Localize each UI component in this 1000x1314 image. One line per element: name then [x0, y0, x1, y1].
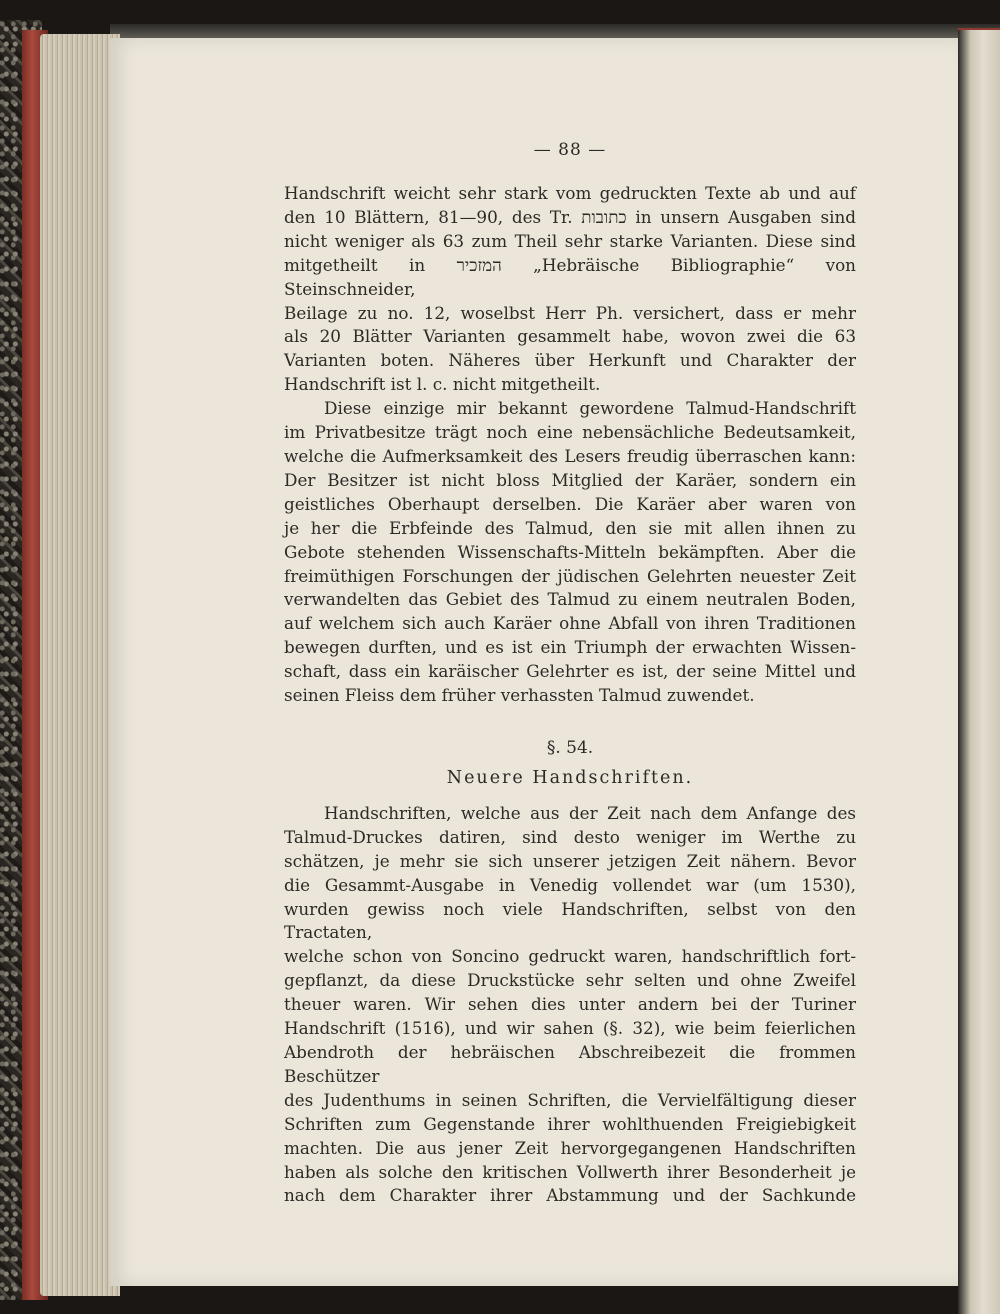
- text-line: welche die Aufmerksamkeit des Lesers freudig überraschen kann:: [284, 445, 856, 466]
- text-line: Schriften zum Gegenstande ihrer wohlthuenden Freigiebigkeit: [284, 1113, 856, 1134]
- page-stack-edge: [40, 34, 120, 1296]
- text-line: Gebote stehenden Wissenschafts-Mitteln bekämpften. Aber die: [284, 541, 856, 562]
- text-line: nicht weniger als 63 zum Theil sehr starke Varianten. Diese sind: [284, 230, 856, 251]
- text-line: Handschrift ist l. c. nicht mitgetheilt.: [284, 374, 601, 395]
- text-line: welche schon von Soncino gedruckt waren, handschriftlich fort-: [284, 946, 856, 967]
- text-line: Der Besitzer ist nicht bloss Mitglied der Karäer, sondern ein: [284, 469, 856, 490]
- text-line: machten. Die aus jener Zeit hervorgegangenen Handschriften: [284, 1137, 856, 1158]
- section-title: Neuere Handschriften.: [446, 767, 694, 788]
- text-line: geistliches Oberhaupt derselben. Die Karäer aber waren von: [284, 493, 856, 514]
- text-line: auf welchem sich auch Karäer ohne Abfall von ihren Traditionen: [284, 613, 856, 634]
- text-line: die Gesammt-Ausgabe in Venedig vollendet war (um 1530),: [284, 874, 856, 895]
- section-number: §. 54.: [546, 737, 594, 758]
- facing-page-edge: [958, 30, 1000, 1314]
- text-line: wurden gewiss noch viele Handschriften, selbst von den Tractaten,: [284, 898, 856, 943]
- text-line: Diese einzige mir bekannt gewordene Talmud-Handschrift: [324, 398, 856, 419]
- page-content: [284, 140, 856, 1208]
- paragraph-3: [284, 802, 856, 1208]
- paragraph-2: [284, 397, 856, 708]
- paragraph-1: [284, 182, 856, 397]
- text-line: Beilage zu no. 12, woselbst Herr Ph. versichert, dass er mehr: [284, 302, 856, 323]
- text-line: als 20 Blätter Varianten gesammelt habe, wovon zwei die 63: [284, 326, 856, 347]
- text-line: mitgetheilt in המזכיר „Hebräische Bibliographie“ von Steinschneider,: [284, 254, 856, 299]
- text-line: schaft, dass ein karäischer Gelehrter es ist, der seine Mittel und: [284, 661, 856, 682]
- text-line: seinen Fleiss dem früher verhassten Talmud zuwendet.: [284, 685, 755, 706]
- text-line: haben als solche den kritischen Vollwerth ihrer Besonderheit je: [284, 1161, 856, 1182]
- text-line: freimüthigen Forschungen der jüdischen Gelehrten neuester Zeit: [284, 565, 856, 586]
- text-line: je her die Erbfeinde des Talmud, den sie mit allen ihnen zu: [284, 517, 856, 538]
- page-number: — 88 —: [533, 140, 607, 160]
- text-line: bewegen durften, und es ist ein Triumph der erwachten Wissen-: [284, 637, 856, 658]
- text-line: gepflanzt, da diese Druckstücke sehr selten und ohne Zweifel: [284, 970, 856, 991]
- text-line: Varianten boten. Näheres über Herkunft und Charakter der: [284, 350, 856, 371]
- text-line: des Judenthums in seinen Schriften, die Vervielfältigung dieser: [284, 1089, 856, 1110]
- text-line: verwandelten das Gebiet des Talmud zu einem neutralen Boden,: [284, 589, 856, 610]
- text-line: Handschriften, welche aus der Zeit nach dem Anfange des: [324, 802, 856, 823]
- text-line: den 10 Blättern, 81—90, des Tr. כתובות in unsern Ausgaben sind: [284, 206, 856, 227]
- text-line: Handschrift weicht sehr stark vom gedruckten Texte ab und auf: [284, 183, 856, 203]
- text-line: schätzen, je mehr sie sich unserer jetzigen Zeit nähern. Bevor: [284, 850, 856, 871]
- text-line: nach dem Charakter ihrer Abstammung und der Sachkunde: [284, 1185, 856, 1206]
- text-line: Handschrift (1516), und wir sahen (§. 32), wie beim feierlichen: [284, 1018, 856, 1039]
- text-line: theuer waren. Wir sehen dies unter andern bei der Turiner: [284, 994, 856, 1015]
- text-line: Talmud-Druckes datiren, sind desto weniger im Werthe zu: [284, 826, 856, 847]
- text-line: im Privatbesitze trägt noch eine nebensächliche Bedeutsamkeit,: [284, 422, 856, 443]
- text-line: Abendroth der hebräischen Abschreibezeit die frommen Beschützer: [284, 1042, 856, 1086]
